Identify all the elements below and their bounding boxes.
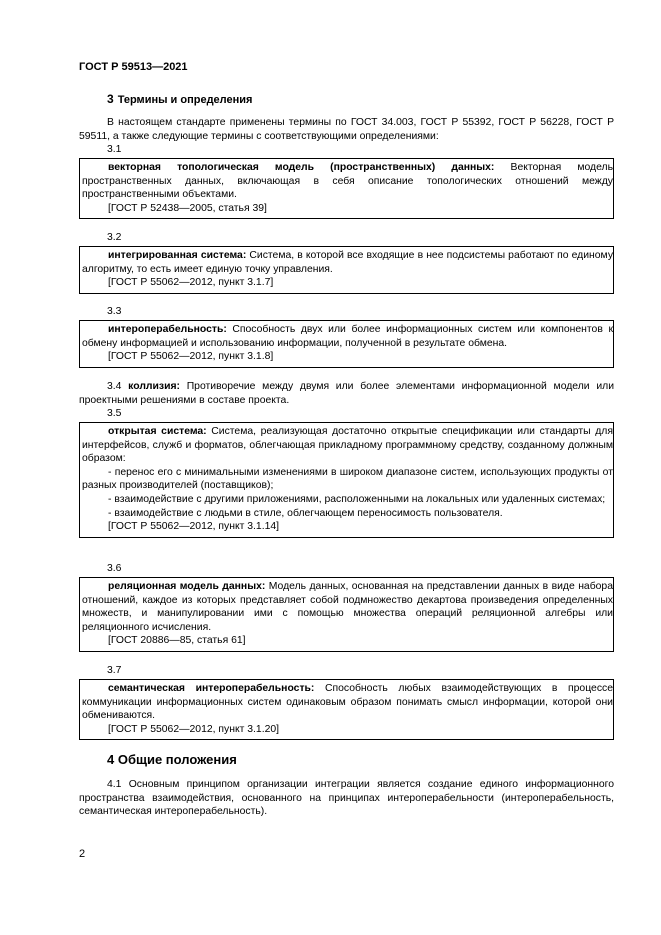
term-3-5-item: - перенос его с минимальными изменениями в широком диапазоне систем, использующих продукты от разных производителей (поставщиков);: [82, 466, 613, 492]
term-3-2-term: интегрированная система:: [108, 250, 247, 261]
section-3-intro: В настоящем стандарте применены термины по ГОСТ 34.003, ГОСТ Р 55392, ГОСТ Р 56228, ГОСТ Р 59511, а также следующие термины с соответствующими определениями:: [79, 117, 614, 142]
term-3-1-number: 3.1: [107, 144, 122, 155]
term-3-7-reference: [ГОСТ Р 55062—2012, пункт 3.1.20]: [108, 723, 280, 735]
section-4-heading: 4 Общие положения: [107, 752, 237, 767]
term-3-3-reference: [ГОСТ Р 55062—2012, пункт 3.1.8]: [108, 351, 274, 363]
term-3-2-reference: [ГОСТ Р 55062—2012, пункт 3.1.7]: [108, 277, 274, 289]
term-3-6-term: реляционная модель данных:: [108, 581, 266, 592]
page-number: 2: [79, 848, 86, 860]
term-3-6-text: [82, 580, 613, 634]
term-3-5-item: - взаимодействие с людьми в стиле, облегчающем переносимость пользователя.: [108, 507, 503, 519]
term-3-1-definition: Векторная модель пространственных данных, включающая в себя описание топологических отношений между пространственными объектами.: [82, 162, 614, 201]
term-3-7-definition: Способность любых взаимодействующих в процессе коммуникации информационных систем одинаковым образом понимать смысл информации, которой они обмениваются.: [82, 683, 613, 722]
term-3-3-term: интероперабельность:: [108, 324, 227, 335]
term-3-3-box: [79, 320, 614, 368]
term-3-5-term: открытая система:: [108, 426, 207, 437]
section-4-1-paragraph: 4.1 Основным принципом организации интеграции является создание единого информационного пространства взаимодействия, основанного на принципах интероперабельности (интероперабельность, семантическая интероперабельность).: [79, 779, 614, 818]
term-3-2-text: [82, 249, 613, 276]
term-3-6-number: 3.6: [107, 563, 122, 574]
term-3-5-item: - взаимодействие с другими приложениями, расположенными на локальных или удаленных системах;: [108, 493, 606, 505]
term-3-6-definition: Модель данных, основанная на представлении данных в виде набора отношений, каждое из которых представляет собой подмножество декартова произведения определенных множеств, и манипулировании ими с помощью множества операций реляционной алгебры или реляционного исчисления.: [82, 581, 613, 633]
term-3-6-box: [79, 577, 614, 652]
term-3-5-box: [79, 422, 614, 538]
term-3-3-number: 3.3: [107, 306, 122, 317]
term-3-5-text: [82, 425, 613, 466]
term-3-2-definition: Система, в которой все входящие в нее подсистемы работают по единому алгоритму, то есть имеет единую точку управления.: [82, 250, 614, 275]
term-3-5-number: 3.5: [107, 408, 122, 419]
term-3-7-term: семантическая интероперабельность:: [108, 683, 315, 694]
term-3-6-reference: [ГОСТ 20886—85, статья 61]: [108, 635, 246, 647]
term-3-7-number: 3.7: [107, 665, 122, 676]
term-3-3-definition: Способность двух или более информационных систем или компонентов к обмену информацией и использованию информации, полученной в результате обмена.: [82, 324, 613, 349]
term-3-2-number: 3.2: [107, 232, 122, 243]
term-3-1-text: [82, 161, 613, 202]
term-3-4-paragraph: [79, 380, 614, 407]
term-3-3-text: [82, 323, 613, 350]
section-3-title: Термины и определения: [117, 94, 253, 106]
term-3-4-definition: Противоречие между двумя или более элементами информационной модели или проектными решениями в составе проекта.: [79, 381, 614, 406]
term-3-4-term: коллизия:: [128, 381, 180, 392]
term-3-7-text: [82, 682, 613, 723]
term-3-1-reference: [ГОСТ Р 52438—2005, статья 39]: [108, 202, 267, 214]
document-header: ГОСТ Р 59513—2021: [79, 61, 188, 73]
section-3-heading: [107, 92, 252, 106]
term-3-5-definition: Система, реализующая достаточно открытые спецификации или стандарты для интерфейсов, служб и форматов, облегчающая прикладному программному средству, созданному должным образом:: [82, 426, 613, 465]
term-3-1-term: векторная топологическая модель (пространственных) данных:: [108, 162, 495, 173]
term-3-7-box: [79, 679, 614, 740]
term-3-4-number: 3.4: [107, 381, 122, 392]
term-3-2-box: [79, 246, 614, 294]
section-3-number: 3: [107, 92, 114, 106]
term-3-1-box: [79, 158, 614, 219]
term-3-5-reference: [ГОСТ Р 55062—2012, пункт 3.1.14]: [108, 521, 280, 533]
